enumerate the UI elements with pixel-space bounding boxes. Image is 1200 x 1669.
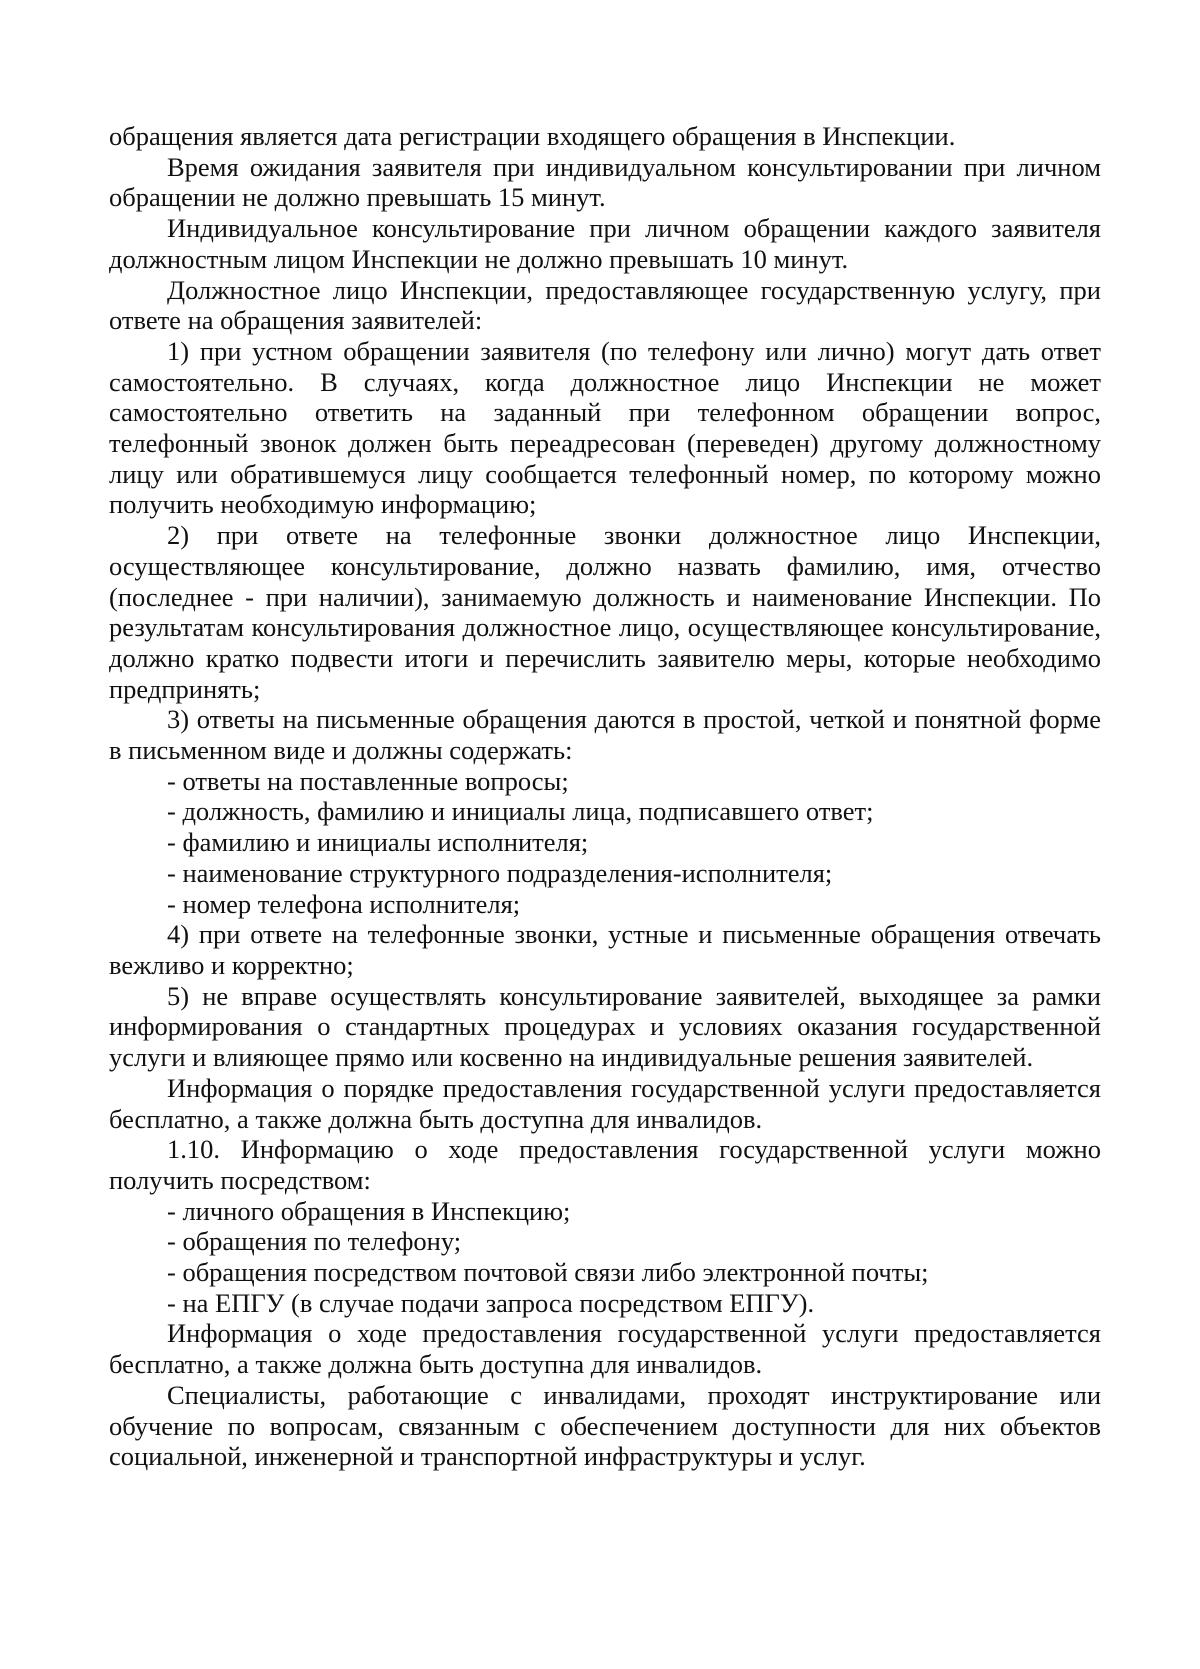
paragraph-item-5-limits: 5) не вправе осуществлять консультирование заявителей, выходящее за рамки информирования о стандартных процедурах и условиях оказания государственной услуги и влияющее прямо или косвенно на индивидуальные решения заявителей. <box>109 980 1101 1073</box>
paragraph-official-duties: Должностное лицо Инспекции, предоставляющее государственную услугу, при ответе на обращения заявителей: <box>109 274 1101 336</box>
list-item-answers: - ответы на поставленные вопросы; <box>167 765 569 796</box>
document-body <box>109 121 1101 1472</box>
paragraph-specialists: Специалисты, работающие с инвалидами, проходят инструктирование или обучение по вопросам, связанным с обеспечением доступности для них объектов социальной, инженерной и транспортной инфраструктуры и услуг. <box>109 1379 1101 1472</box>
list-item-telephone: - обращения по телефону; <box>167 1226 462 1257</box>
paragraph-item-4-polite: 4) при ответе на телефонные звонки, устные и письменные обращения отвечать вежливо и корректно; <box>109 919 1101 980</box>
list-item-position: - должность, фамилию и инициалы лица, подписавшего ответ; <box>167 796 874 827</box>
paragraph-item-3-written: 3) ответы на письменные обращения даются в простой, четкой и понятной форме в письменном виде и должны содержать: <box>109 704 1101 766</box>
paragraph-registration-date: обращения является дата регистрации входящего обращения в Инспекции. <box>109 121 956 151</box>
list-item-mail: - обращения посредством почтовой связи либо электронной почты; <box>167 1257 929 1288</box>
list-item-personal: - личного обращения в Инспекцию; <box>167 1195 571 1226</box>
paragraph-item-1-oral: 1) при устном обращении заявителя (по телефону или лично) могут дать ответ самостоятельно. В случаях, когда должностное лицо Инспекции не может самостоятельно ответить на заданный при телефонном обращении вопрос, телефонный звонок должен быть переадресован (переведен) другому должностному лицу или обратившемуся лицу сообщается телефонный номер, по которому можно получить необходимую информацию; <box>109 335 1101 520</box>
list-item-epgu: - на ЕПГУ (в случае подачи запроса посредством ЕПГУ). <box>167 1287 815 1318</box>
paragraph-progress-free: Информация о ходе предоставления государственной услуги предоставляется бесплатно, а также должна быть доступна для инвалидов. <box>109 1318 1101 1380</box>
paragraph-item-2-phone: 2) при ответе на телефонные звонки должностное лицо Инспекции, осуществляющее консультирование, должно назвать фамилию, имя, отчество (последнее - при наличии), занимаемую должность и наименование Инспекции. По результатам консультирования должностное лицо, осуществляющее консультирование, должно кратко подвести итоги и перечислить заявителю меры, которые необходимо предпринять; <box>109 520 1101 704</box>
paragraph-waiting-time: Время ожидания заявителя при индивидуальном консультировании при личном обращении не должно превышать 15 минут. <box>109 151 1101 213</box>
paragraph-consultation-duration: Индивидуальное консультирование при личном обращении каждого заявителя должностным лицом Инспекции не должно превышать 10 минут. <box>109 213 1101 274</box>
list-item-phone: - номер телефона исполнителя; <box>167 888 521 919</box>
paragraph-free-info: Информация о порядке предоставления государственной услуги предоставляется бесплатно, а также должна быть доступна для инвалидов. <box>109 1072 1101 1134</box>
list-item-department: - наименование структурного подразделения-исполнителя; <box>167 857 833 888</box>
list-item-executor-name: - фамилию и инициалы исполнителя; <box>167 827 589 858</box>
paragraph-section-1-10: 1.10. Информацию о ходе предоставления государственной услуги можно получить посредством: <box>109 1134 1101 1195</box>
